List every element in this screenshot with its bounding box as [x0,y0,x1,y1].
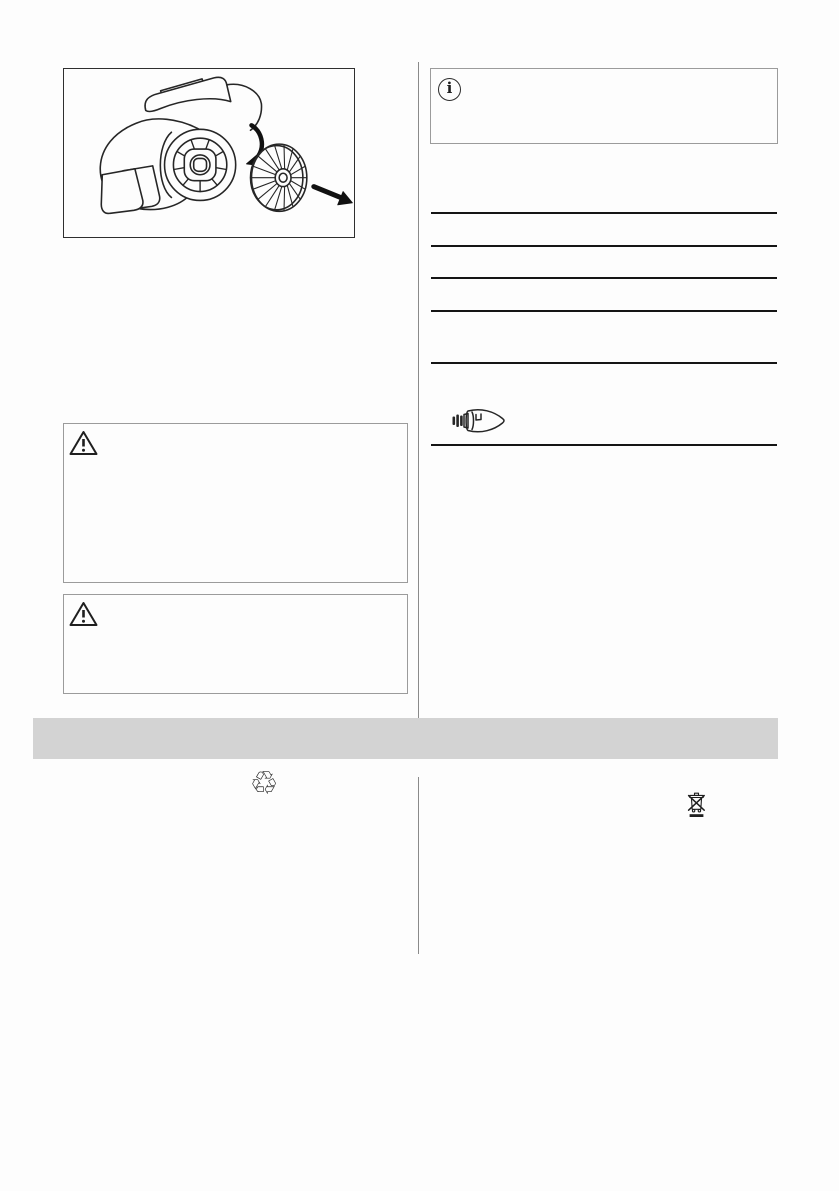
column-divider-upper [418,62,419,718]
pull-out-arrow [314,187,353,205]
info-icon [438,78,461,101]
table-rule [431,212,777,214]
warning-box-2 [63,594,408,694]
info-note-box [430,68,778,144]
table-rule [431,245,777,247]
recycling-symbol-icon: ♲ [249,764,279,802]
table-rule [431,310,777,312]
info-icon-glyph: i [446,79,453,97]
motor-filter-illustration [64,69,354,237]
filter-removal-figure [63,68,355,238]
weee-crossed-out-bin-icon [687,791,706,819]
motor-foot-front [101,169,143,214]
warning-triangle-icon [68,600,99,628]
table-rule [431,362,777,364]
warning-box-1 [63,423,408,583]
column-divider-lower [418,777,419,954]
table-rule [431,277,777,279]
section-header-band [33,718,778,759]
warning-triangle-icon [68,429,99,457]
motor-right-flap [227,84,262,130]
bulb-screw-threads [453,415,463,428]
motor-hub [184,149,216,181]
candle-bulb-icon [450,406,510,436]
table-rule [431,444,777,446]
filter-hub [275,169,291,187]
